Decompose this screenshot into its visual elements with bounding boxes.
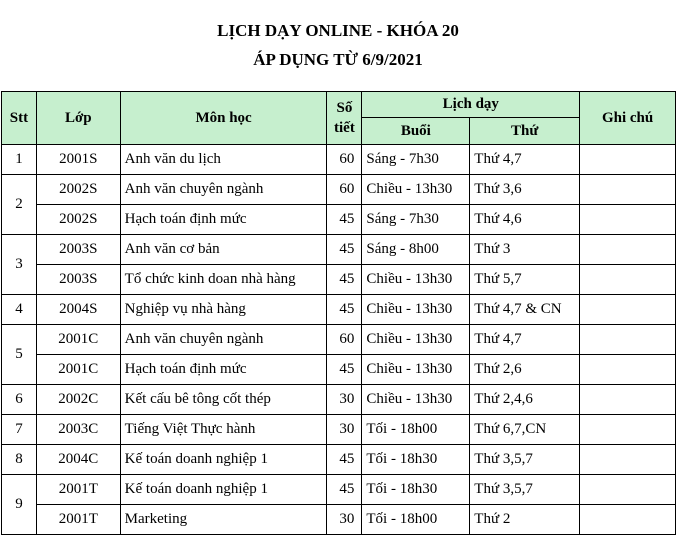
cell-lop: 2001S bbox=[36, 145, 120, 175]
schedule-table bbox=[1, 91, 676, 535]
cell-so-tiet: 60 bbox=[327, 325, 362, 355]
table-row bbox=[2, 505, 676, 535]
header-so-tiet: Số tiết bbox=[327, 92, 362, 145]
cell-so-tiet: 60 bbox=[327, 145, 362, 175]
cell-lop: 2001C bbox=[36, 355, 120, 385]
header-buoi: Buổi bbox=[362, 118, 470, 145]
cell-stt: 9 bbox=[2, 490, 37, 520]
table-row bbox=[2, 205, 676, 235]
cell-lop: 2001T bbox=[36, 475, 120, 505]
cell-buoi: Sáng - 8h00 bbox=[362, 235, 470, 265]
table-row bbox=[2, 145, 676, 175]
cell-mon-hoc: Anh văn chuyên ngành bbox=[120, 175, 327, 205]
cell-stt: 6 bbox=[2, 385, 37, 415]
page-title: LỊCH DẠY ONLINE - KHÓA 20 bbox=[217, 21, 459, 40]
cell-ghi-chu bbox=[580, 385, 676, 415]
cell-lop: 2004C bbox=[36, 445, 120, 475]
cell-buoi: Chiều - 13h30 bbox=[362, 265, 470, 295]
cell-buoi: Chiều - 13h30 bbox=[362, 295, 470, 325]
cell-so-tiet: 45 bbox=[327, 265, 362, 295]
cell-buoi: Tối - 18h30 bbox=[362, 445, 470, 475]
cell-thu: Thứ 4,7 & CN bbox=[470, 295, 580, 325]
cell-so-tiet: 30 bbox=[327, 505, 362, 535]
header-ghi-chu: Ghi chú bbox=[580, 92, 676, 145]
table-row bbox=[2, 385, 676, 415]
cell-stt: 8 bbox=[2, 445, 37, 475]
header-thu: Thứ bbox=[470, 118, 580, 145]
cell-ghi-chu bbox=[580, 355, 676, 385]
cell-stt: 1 bbox=[2, 145, 37, 175]
cell-ghi-chu bbox=[580, 505, 676, 535]
cell-mon-hoc: Tổ chức kinh doan nhà hàng bbox=[120, 265, 327, 295]
cell-so-tiet: 45 bbox=[327, 205, 362, 235]
table-row bbox=[2, 295, 676, 325]
cell-so-tiet: 30 bbox=[327, 415, 362, 445]
cell-ghi-chu bbox=[580, 415, 676, 445]
cell-so-tiet: 45 bbox=[327, 475, 362, 505]
cell-mon-hoc: Kết cấu bê tông cốt thép bbox=[120, 385, 327, 415]
cell-so-tiet: 60 bbox=[327, 175, 362, 205]
cell-mon-hoc: Kế toán doanh nghiệp 1 bbox=[120, 475, 327, 505]
header-stt: Stt bbox=[2, 92, 37, 145]
cell-buoi: Sáng - 7h30 bbox=[362, 205, 470, 235]
cell-thu: Thứ 4,7 bbox=[470, 325, 580, 355]
cell-lop: 2001T bbox=[36, 505, 120, 535]
cell-so-tiet: 30 bbox=[327, 385, 362, 415]
cell-ghi-chu bbox=[580, 235, 676, 265]
cell-lop: 2002S bbox=[36, 175, 120, 205]
cell-stt: 5 bbox=[2, 340, 37, 370]
table-row bbox=[2, 325, 676, 355]
cell-lop: 2002C bbox=[36, 385, 120, 415]
cell-buoi: Chiều - 13h30 bbox=[362, 385, 470, 415]
cell-ghi-chu bbox=[580, 445, 676, 475]
cell-ghi-chu bbox=[580, 205, 676, 235]
cell-lop: 2003S bbox=[36, 265, 120, 295]
cell-lop: 2003S bbox=[36, 235, 120, 265]
header-lop: Lớp bbox=[36, 92, 120, 145]
cell-lop: 2004S bbox=[36, 295, 120, 325]
cell-stt: 3 bbox=[2, 250, 37, 280]
cell-thu: Thứ 2,6 bbox=[470, 355, 580, 385]
cell-buoi: Chiều - 13h30 bbox=[362, 325, 470, 355]
header-lich-day: Lịch dạy bbox=[362, 92, 580, 118]
cell-ghi-chu bbox=[580, 295, 676, 325]
table-row bbox=[2, 265, 676, 295]
table-row bbox=[2, 355, 676, 385]
cell-mon-hoc: Kế toán doanh nghiệp 1 bbox=[120, 445, 327, 475]
cell-mon-hoc: Nghiệp vụ nhà hàng bbox=[120, 295, 327, 325]
cell-buoi: Chiều - 13h30 bbox=[362, 175, 470, 205]
cell-mon-hoc: Marketing bbox=[120, 505, 327, 535]
page-subtitle: ÁP DỤNG TỪ 6/9/2021 bbox=[253, 50, 423, 69]
cell-mon-hoc: Anh văn chuyên ngành bbox=[120, 325, 327, 355]
cell-mon-hoc: Hạch toán định mức bbox=[120, 205, 327, 235]
cell-stt: 7 bbox=[2, 415, 37, 445]
cell-lop: 2002S bbox=[36, 205, 120, 235]
cell-mon-hoc: Anh văn du lịch bbox=[120, 145, 327, 175]
cell-mon-hoc: Hạch toán định mức bbox=[120, 355, 327, 385]
cell-buoi: Tối - 18h00 bbox=[362, 505, 470, 535]
cell-ghi-chu bbox=[580, 325, 676, 355]
table-row bbox=[2, 415, 676, 445]
cell-ghi-chu bbox=[580, 265, 676, 295]
cell-thu: Thứ 6,7,CN bbox=[470, 415, 580, 445]
cell-so-tiet: 45 bbox=[327, 355, 362, 385]
table-row bbox=[2, 475, 676, 505]
cell-lop: 2003C bbox=[36, 415, 120, 445]
cell-thu: Thứ 2,4,6 bbox=[470, 385, 580, 415]
cell-buoi: Tối - 18h00 bbox=[362, 415, 470, 445]
cell-stt: 4 bbox=[2, 295, 37, 325]
cell-so-tiet: 45 bbox=[327, 235, 362, 265]
cell-so-tiet: 45 bbox=[327, 295, 362, 325]
cell-thu: Thứ 4,7 bbox=[470, 145, 580, 175]
cell-thu: Thứ 2 bbox=[470, 505, 580, 535]
table-row bbox=[2, 235, 676, 265]
cell-buoi: Tối - 18h30 bbox=[362, 475, 470, 505]
cell-mon-hoc: Tiếng Việt Thực hành bbox=[120, 415, 327, 445]
cell-thu: Thứ 4,6 bbox=[470, 205, 580, 235]
cell-so-tiet: 45 bbox=[327, 445, 362, 475]
table-row bbox=[2, 175, 676, 205]
cell-lop: 2001C bbox=[36, 325, 120, 355]
cell-thu: Thứ 3 bbox=[470, 235, 580, 265]
cell-mon-hoc: Anh văn cơ bản bbox=[120, 235, 327, 265]
cell-thu: Thứ 3,6 bbox=[470, 175, 580, 205]
cell-stt: 2 bbox=[2, 190, 37, 220]
table-row bbox=[2, 445, 676, 475]
cell-buoi: Sáng - 7h30 bbox=[362, 145, 470, 175]
cell-ghi-chu bbox=[580, 475, 676, 505]
header-mon-hoc: Môn học bbox=[120, 92, 327, 145]
cell-thu: Thứ 3,5,7 bbox=[470, 475, 580, 505]
cell-ghi-chu bbox=[580, 175, 676, 205]
cell-ghi-chu bbox=[580, 145, 676, 175]
cell-thu: Thứ 3,5,7 bbox=[470, 445, 580, 475]
cell-thu: Thứ 5,7 bbox=[470, 265, 580, 295]
cell-buoi: Chiều - 13h30 bbox=[362, 355, 470, 385]
